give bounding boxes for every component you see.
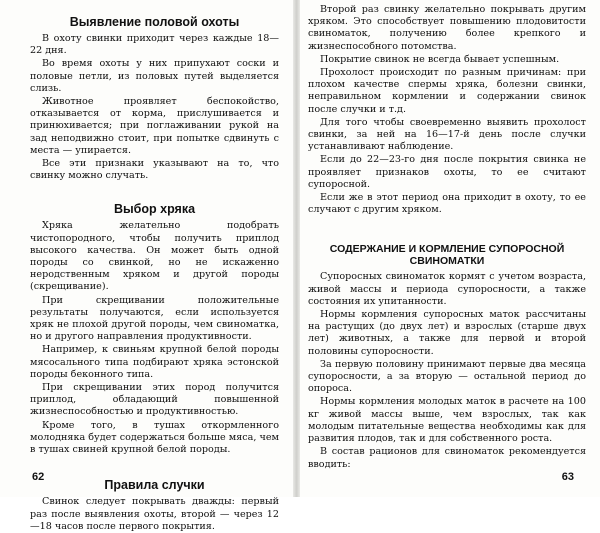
paragraph: За первую половину принимают первые два месяца супоросности, а за вторую — остальной период до опороса. [308,358,586,395]
section-boar-choice [30,203,279,456]
paragraph: Если же в этот период она приходит в охоту, то ее случают с другим хряком. [308,192,586,216]
paragraph: Прохолост происходит по разным причинам: при плохом качестве спермы хряка, болезни свинки, неправильном кормлении и содержании свинок после случки и т.д. [308,67,586,115]
paragraph: Во время охоты у них припухают соски и половые петли, из половых путей выделяется слизь. [30,58,279,94]
paragraph: При скрещивании этих пород получится приплод, обладающий повышенной жизнеспособностью и продуктивностью. [30,382,279,418]
section-heading: Правила случки [104,478,205,493]
paragraph: Свинок следует покрывать дважды: первый раз после выявления охоты, второй — через 12—18 часов после первого покрытия. [30,496,279,532]
paragraph: Кроме того, в тушах откормленного молодняка будет содержаться больше мяса, чем в тушах свиней крупной белой породы. [30,419,279,456]
paragraph: В состав рационов для свиноматок рекомендуется вводить: [308,446,586,470]
paragraph: Все эти признаки указывают на то, что свинку можно случать. [30,158,279,182]
paragraph: В охоту свинки приходит через каждые 18—22 дня. [30,33,279,57]
section-heat-detection [30,16,279,182]
section-pregnant-sow-care [308,243,586,470]
left-page [0,0,293,532]
page-number: 62 [32,471,45,483]
paragraph: При скрещивании положительные результаты получаются, если используется хряк не плохой другой породы, чем свиноматка, но и другого направления продуктивности. [30,294,279,343]
paragraph: Животное проявляет беспокойство, отказывается от корма, прислушивается и принюхивается; при поглаживании рукой на зад неподвижно стоит, при попытке сдвинуть с места — упирается. [30,96,279,156]
book-gutter [293,0,300,497]
paragraph: Второй раз свинку желательно покрывать другим хряком. Это способствует повышению плодовитости свиноматок, получению более крепкого и жизнеспособного потомства. [308,4,586,52]
section-mating-rules [30,479,279,533]
section-heading: Выбор хряка [113,202,196,217]
paragraph: Хряка желательно подобрать чистопородного, чтобы получить приплод высокого качества. Он может быть одной породы со свинкой, но не искаженно неродственным хряком и другой породы (скрещивание). [30,220,279,293]
page-number: 63 [561,471,574,483]
section-heading: СОДЕРЖАНИЕ И КОРМЛЕНИЕ СУПОРОСНОЙ СВИНОМАТКИ [329,243,565,268]
right-page [300,0,600,497]
paragraph: Для того чтобы своевременно выявить прохолост свинки, за ней на 16—17-й день после случки устанавливают наблюдение. [308,116,586,153]
paragraph: Нормы кормления супоросных маток рассчитаны на растущих (до двух лет) и взрослых (старше двух лет) животных, а также для первой и второй половины супоросности. [308,309,586,357]
paragraph: Например, к свиньям крупной белой породы мясосального типа подбирают хряка эстонской породы беконного типа. [30,344,279,380]
section-heading: Выявление половой охоты [69,15,240,29]
paragraph: Покрытие свинок не всегда бывает успешным. [320,53,560,65]
paragraph: Нормы кормления молодых маток в расчете на 100 кг живой массы выше, чем взрослых, так как молодым питательные вещества необходимы как для развития плодов, так и для собственного роста. [308,396,586,445]
paragraph: Супоросных свиноматок кормят с учетом возраста, живой массы и периода супоросности, а также состояния их упитанности. [308,271,586,307]
paragraph: Если до 22—23-го дня после покрытия свинка не проявляет признаков охоты, то ее считают супоросной. [308,154,586,190]
intro-text [308,4,586,216]
